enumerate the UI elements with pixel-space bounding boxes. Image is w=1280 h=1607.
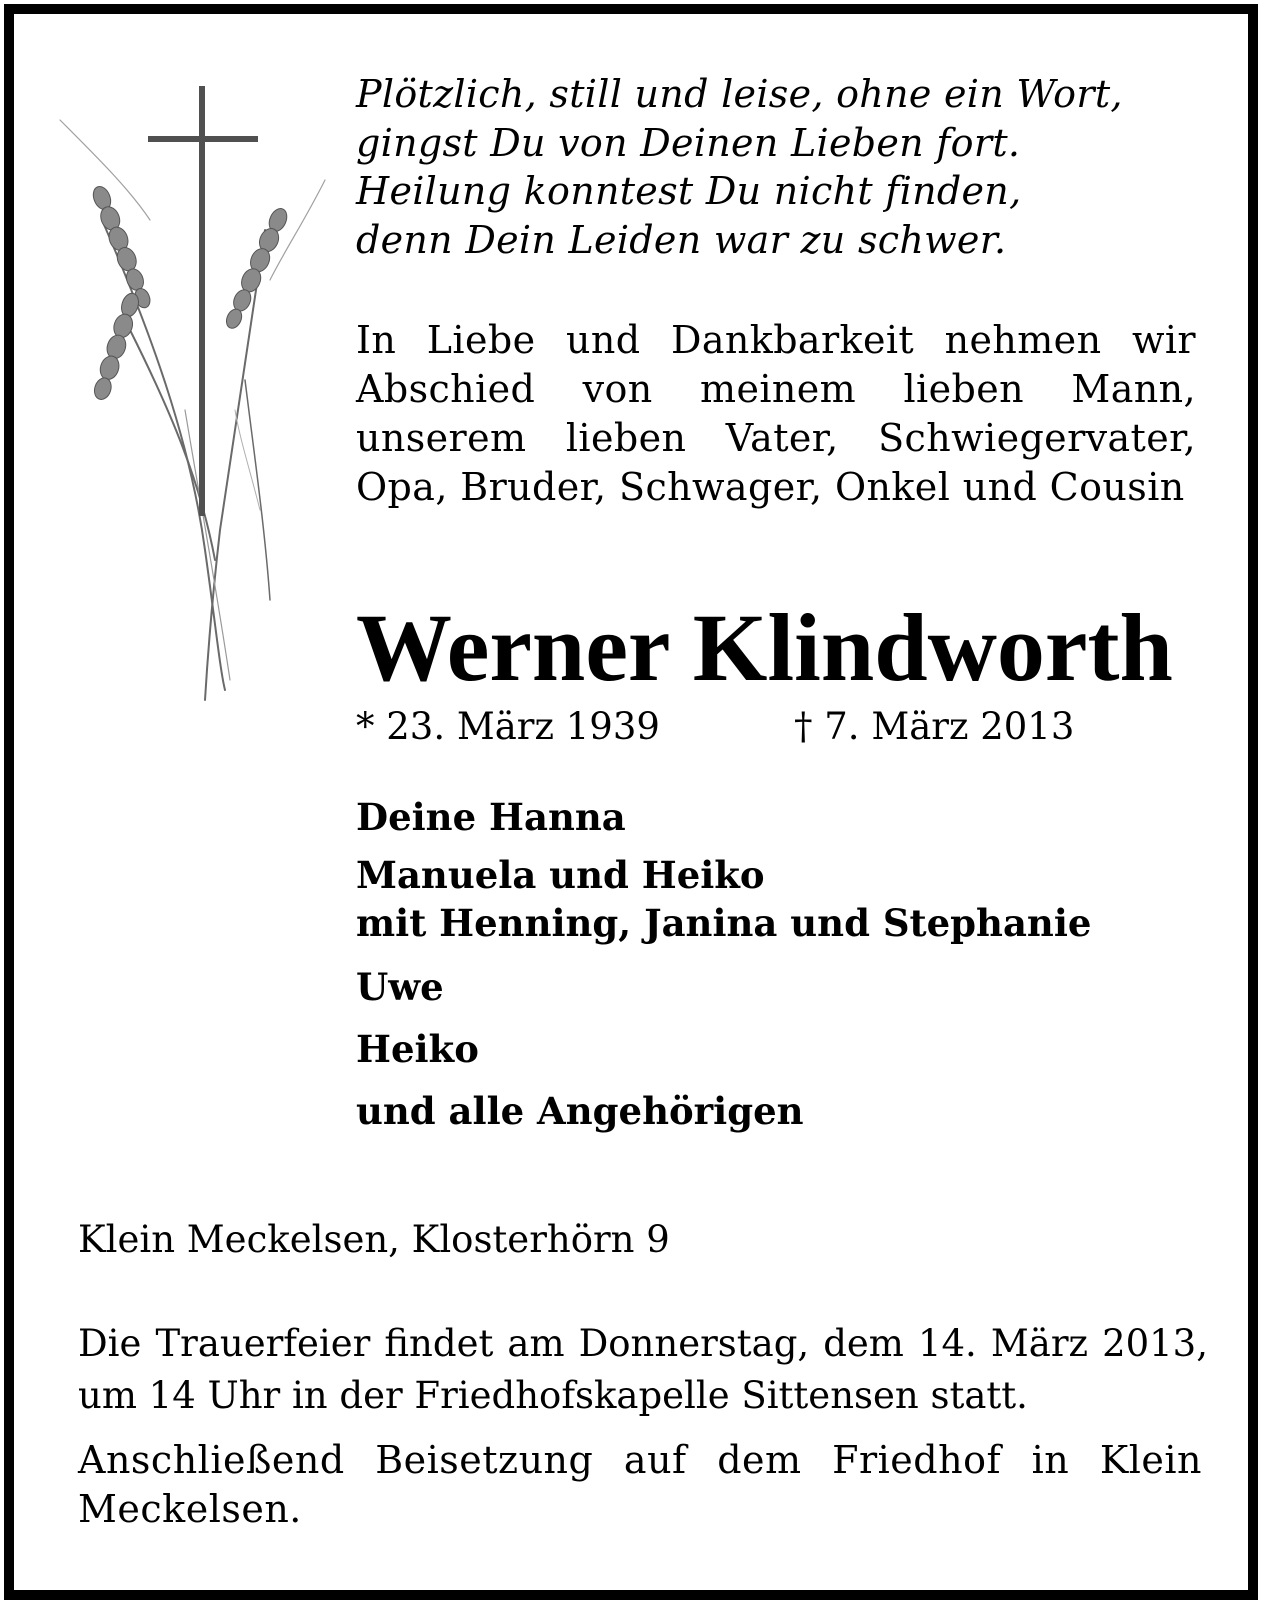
deceased-name: Werner Klindworth: [356, 594, 1173, 701]
mourner-son: Heiko: [356, 1027, 479, 1071]
poem-line: gingst Du von Deinen Lieben fort.: [356, 120, 1021, 165]
cross-with-wheat-icon: [40, 80, 340, 720]
burial-notice: Anschließend Beisetzung auf dem Friedhof in Klein Meckelsen.: [78, 1438, 1202, 1531]
address: Klein Meckelsen, Klosterhörn 9: [78, 1218, 670, 1261]
intro-text: In Liebe und Dankbarkeit nehmen wir Abschied von meinem lieben Mann, unserem lieben Vater, Schwiegervater, Opa, Bruder, Schwager, Onkel und Cousin: [356, 318, 1196, 509]
mourner-grandchildren: mit Henning, Janina und Stephanie: [356, 901, 1092, 945]
poem-line: Plötzlich, still und leise, ohne ein Wort,: [356, 72, 1123, 116]
poem: [356, 70, 1196, 264]
mourner-son: Uwe: [356, 965, 444, 1009]
ceremony-notice: Die Trauerfeier findet am Donnerstag, dem 14. März 2013, um 14 Uhr in der Friedhofskapelle Sittensen statt.: [78, 1322, 1208, 1417]
poem-line: denn Dein Leiden war zu schwer.: [356, 217, 1007, 262]
mourner-relatives: und alle Angehörigen: [356, 1089, 804, 1133]
mourner-daughter: Manuela und Heiko: [356, 853, 765, 897]
birth-date: * 23. März 1939: [356, 705, 660, 748]
mourner-wife: Deine Hanna: [356, 795, 626, 839]
death-date: † 7. März 2013: [794, 705, 1075, 748]
poem-line: Heilung konntest Du nicht finden,: [356, 169, 1022, 213]
